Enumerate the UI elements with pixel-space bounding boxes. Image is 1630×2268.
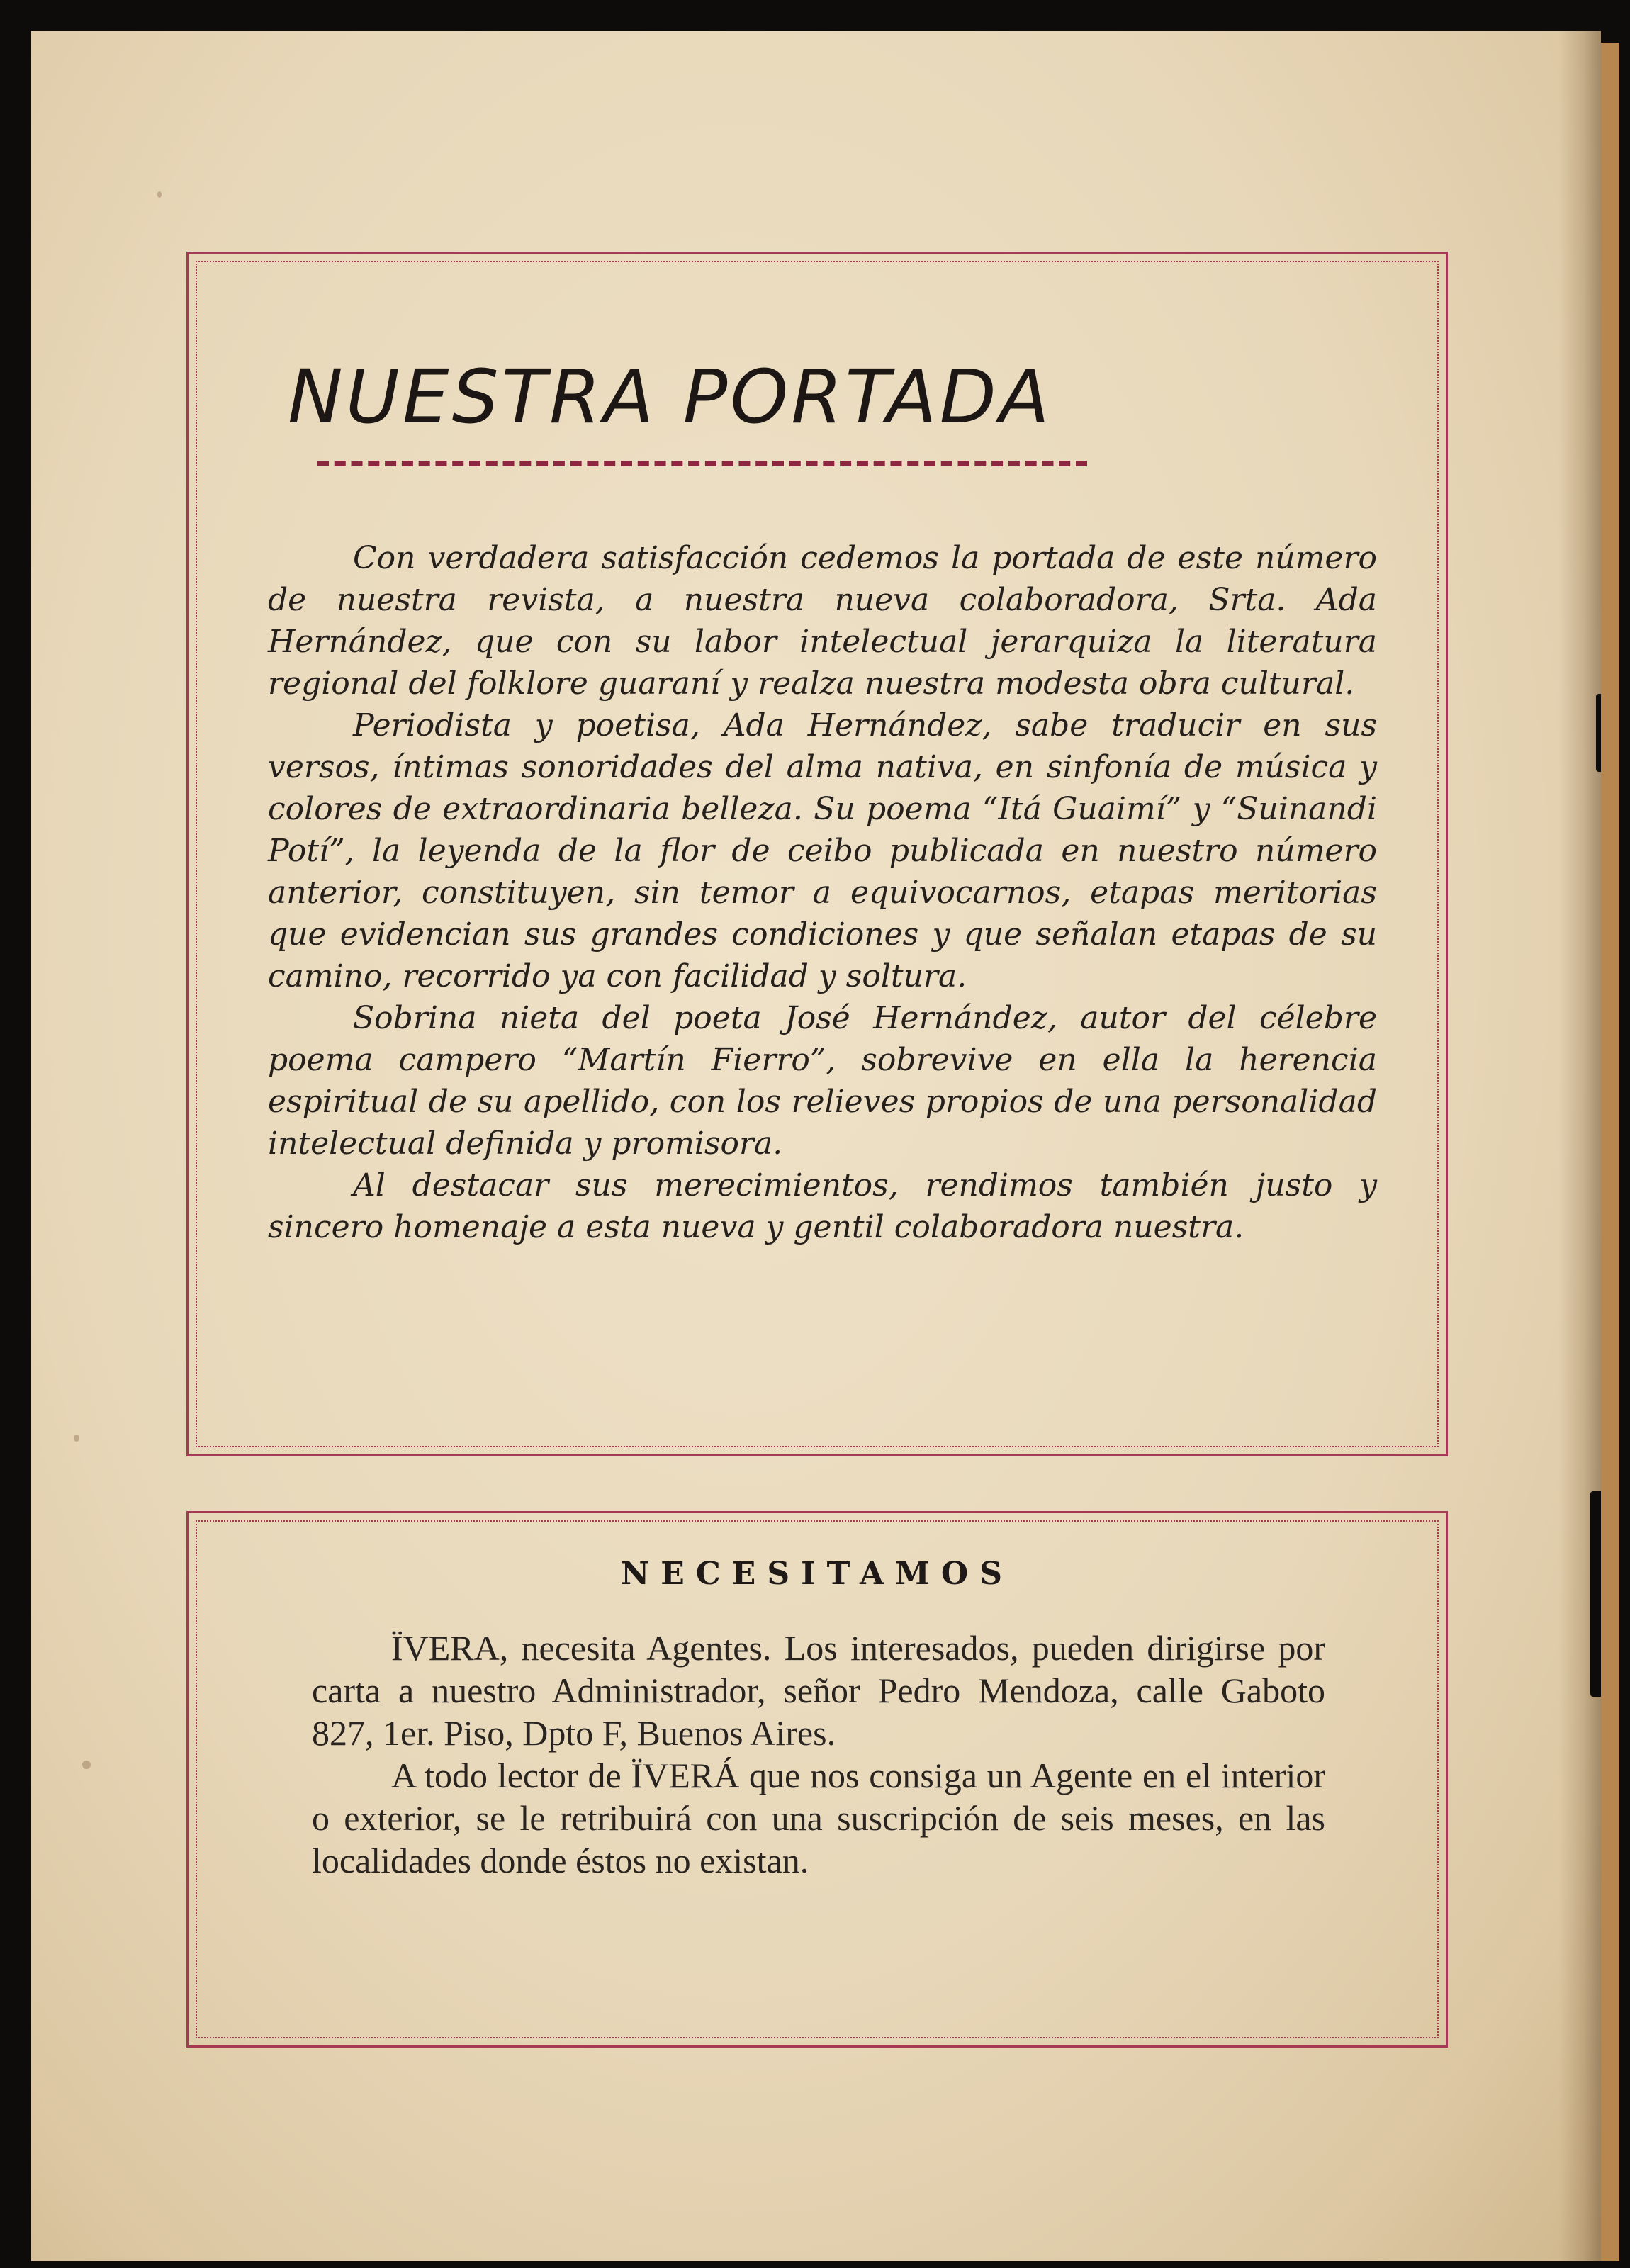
paper-spot (74, 1435, 79, 1442)
portada-title-rule (317, 461, 1087, 466)
necesitamos-title: NECESITAMOS (621, 1556, 1013, 1592)
binding-notch (1590, 1491, 1601, 1697)
paper-spot (82, 1761, 91, 1769)
portada-paragraph: Con verdadera satisfacción cedemos la portada de este número de nuestra revista, a nuestra nueva colaboradora, Srta. Ada Hernández, que con su labor intelectual jerarquiza la literatura regional del folklore guaraní y realza nuestra modesta obra cultural. (268, 540, 1377, 702)
nuestra-portada-box (186, 252, 1448, 1456)
necesitamos-paragraph: A todo lector de ÏVERÁ que nos consiga un Agente en el interior o exterior, se le retribuirá con una suscripción de seis meses, en las localidades donde éstos no existan. (312, 1756, 1325, 1880)
portada-body (268, 537, 1377, 1248)
necesitamos-body (312, 1627, 1325, 1882)
binding-notch (1596, 694, 1601, 772)
portada-title: NUESTRA PORTADA (288, 354, 1052, 440)
necesitamos-box (186, 1511, 1448, 2048)
page-edge (1601, 43, 1619, 2261)
page-fold-shadow (1558, 31, 1601, 2261)
necesitamos-paragraph: ÏVERA, necesita Agentes. Los interesados, pueden dirigirse por carta a nuestro Administrador, señor Pedro Mendoza, calle Gaboto 827, 1er. Piso, Dpto F, Buenos Aires. (312, 1628, 1325, 1753)
portada-paragraph: Periodista y poetisa, Ada Hernández, sabe traducir en sus versos, íntimas sonoridades del alma nativa, en sinfonía de música y colores de extraordinaria belleza. Su poema “Itá Guaimí” y “Suinandi Potí”, la leyenda de la flor de ceibo publicada en nuestro número anterior, constituyen, sin temor a equivocarnos, etapas meritorias que evidencian sus grandes condiciones y que señalan etapas de su camino, recorrido ya con facilidad y soltura. (268, 707, 1377, 994)
portada-paragraph: Al destacar sus merecimientos, rendimos también justo y sincero homenaje a esta nueva y gentil colaboradora nuestra. (268, 1167, 1377, 1245)
paper-spot (157, 191, 162, 198)
portada-paragraph: Sobrina nieta del poeta José Hernández, autor del célebre poema campero “Martín Fierro”, sobrevive en ella la herencia espiritual de su apellido, con los relieves propios de una personalidad intelectual definida y promisora. (268, 1000, 1377, 1162)
